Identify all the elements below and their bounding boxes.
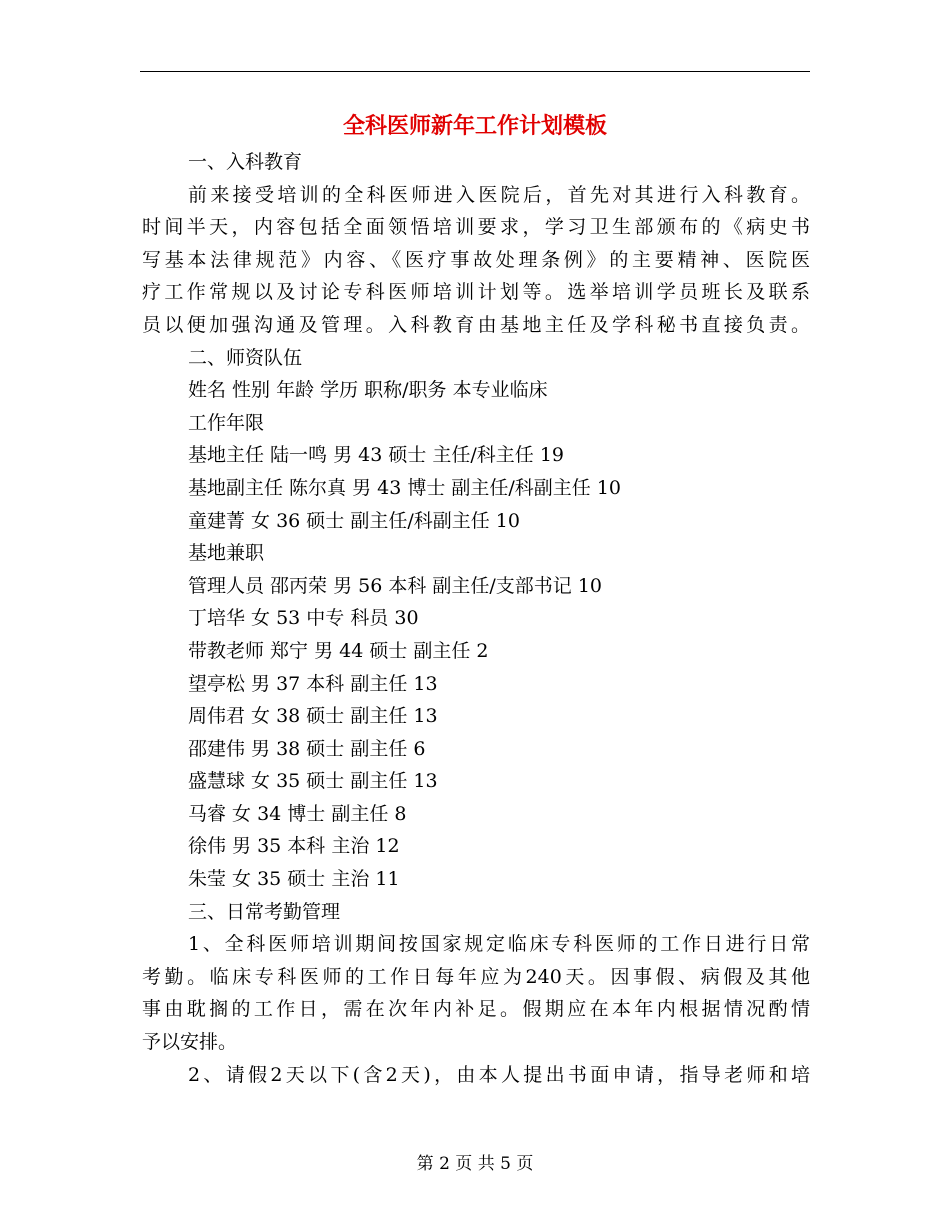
paragraph-line: 疗工作常规以及讨论专科医师培训计划等。选举培训学员班长及联系 (142, 281, 810, 304)
paragraph-line: 1、全科医师培训期间按国家规定临床专科医师的工作日进行日常 (188, 933, 810, 956)
faculty-row: 朱莹 女 35 硕士 主治 11 (188, 868, 400, 891)
paragraph-line: 予以安排。 (142, 1031, 238, 1054)
paragraph-line: 写基本法律规范》内容、《医疗事故处理条例》的主要精神、医院医 (142, 248, 810, 271)
faculty-row: 望亭松 男 37 本科 副主任 13 (188, 672, 438, 695)
faculty-row: 邵建伟 男 38 硕士 副主任 6 (188, 737, 426, 760)
faculty-row: 马睿 女 34 博士 副主任 8 (188, 802, 407, 825)
page-number: 第 2 页 共 5 页 (416, 1154, 534, 1174)
faculty-row: 带教老师 郑宁 男 44 硕士 副主任 2 (188, 639, 489, 662)
faculty-row: 基地主任 陆一鸣 男 43 硕士 主任/科主任 19 (188, 444, 564, 467)
document-body (142, 146, 810, 1091)
faculty-row: 周伟君 女 38 硕士 副主任 13 (188, 705, 438, 728)
faculty-row: 童建菁 女 36 硕士 副主任/科副主任 10 (188, 509, 520, 532)
paragraph-line: 员以便加强沟通及管理。入科教育由基地主任及学科秘书直接负责。 (142, 313, 810, 336)
faculty-group-label: 基地兼职 (188, 542, 265, 565)
paragraph-line: 前来接受培训的全科医师进入医院后，首先对其进行入科教育。 (188, 183, 810, 206)
section-heading-faculty: 二、师资队伍 (188, 346, 303, 369)
paragraph-line: 考勤。临床专科医师的工作日每年应为240天。因事假、病假及其他 (142, 965, 810, 988)
section-heading-orientation: 一、入科教育 (188, 151, 303, 173)
document-title: 全科医师新年工作计划模板 (342, 113, 607, 139)
paragraph-line: 事由耽搁的工作日，需在次年内补足。假期应在本年内根据情况酌情 (142, 998, 810, 1021)
faculty-row: 基地副主任 陈尔真 男 43 博士 副主任/科副主任 10 (188, 476, 621, 499)
paragraph-line: 时间半天，内容包括全面领悟培训要求，学习卫生部颁布的《病史书 (142, 216, 810, 239)
paragraph-line: 2、请假2天以下(含2天)，由本人提出书面申请，指导老师和培 (188, 1063, 810, 1086)
section-heading-attendance: 三、日常考勤管理 (188, 900, 341, 923)
faculty-row: 盛慧球 女 35 硕士 副主任 13 (188, 770, 438, 793)
faculty-row: 管理人员 邵丙荣 男 56 本科 副主任/支部书记 10 (188, 574, 602, 597)
faculty-header-line: 姓名 性别 年龄 学历 职称/职务 本专业临床 (188, 379, 548, 402)
faculty-header-line: 工作年限 (188, 411, 265, 434)
faculty-row: 徐伟 男 35 本科 主治 12 (188, 835, 400, 858)
header-rule (140, 71, 810, 72)
faculty-row: 丁培华 女 53 中专 科员 30 (188, 607, 419, 630)
